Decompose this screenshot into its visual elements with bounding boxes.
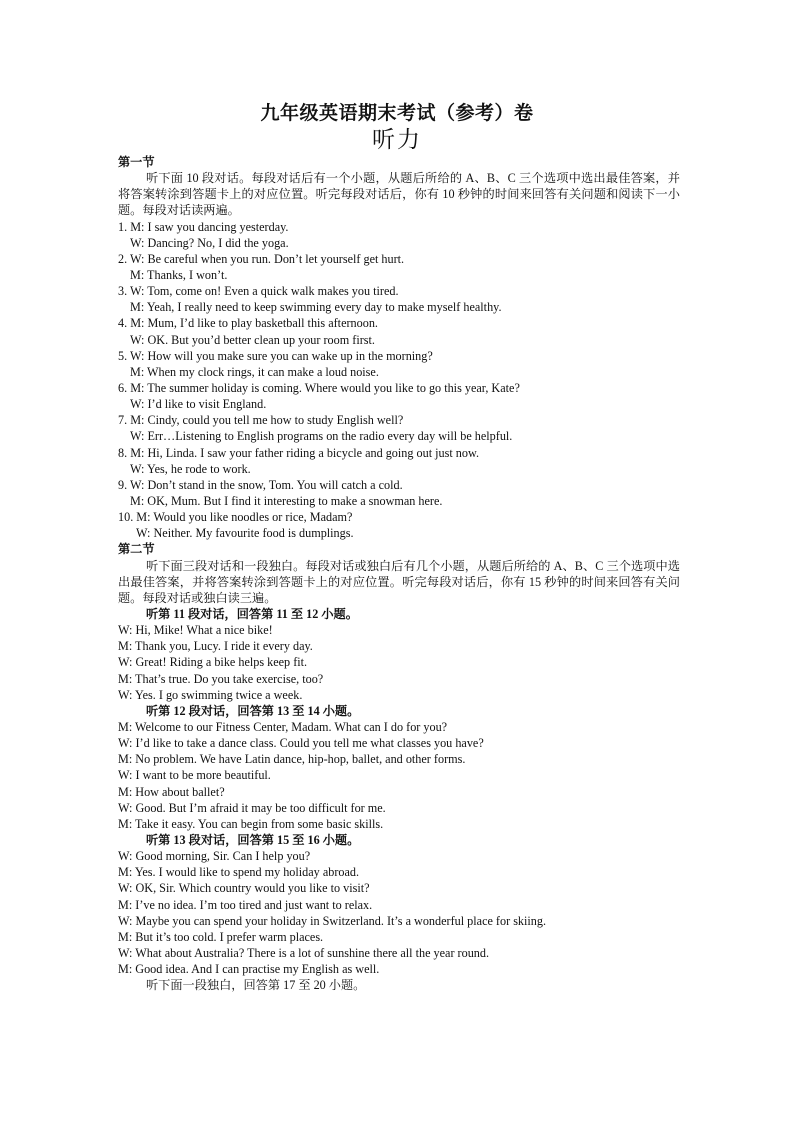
dialogue-line: M: OK, Mum. But I find it interesting to make a snowman here. bbox=[130, 494, 443, 508]
dialogue-line: M: I’ve no idea. I’m too tired and just want to relax. bbox=[118, 897, 373, 912]
dialogue-line: 3. W: Tom, come on! Even a quick walk makes you tired. bbox=[118, 284, 399, 299]
exam-content bbox=[118, 154, 680, 993]
dialogue-line: M: Yes. I would like to spend my holiday abroad. bbox=[118, 865, 360, 880]
dialogue-line: W: Neither. My favourite food is dumplings. bbox=[136, 526, 354, 541]
section1-heading: 第一节 bbox=[118, 155, 155, 169]
dialogue-line: M: How about ballet? bbox=[118, 784, 225, 799]
dialogue-line: 7. M: Cindy, could you tell me how to study English well? bbox=[118, 413, 404, 428]
dialogue-line: W: I’d like to take a dance class. Could you tell me what classes you have? bbox=[118, 736, 484, 751]
section1-instructions: 听下面 10 段对话。每段对话后有一个小题，从题后所给的 A、B、C 三个选项中选出最佳答案，并将答案转涂到答题卡上的对应位置。听完每段对话后，你有 10 秒钟的时间来回答有关问题和阅读下一小题。每段对话读两遍。 bbox=[118, 171, 680, 218]
dialogue-line: M: Take it easy. You can begin from some basic skills. bbox=[118, 816, 384, 831]
dialogue-line: M: Thanks, I won’t. bbox=[130, 268, 228, 283]
dialogue-line: M: When my clock rings, it can make a loud noise. bbox=[130, 364, 379, 379]
dialogue-line: 10. M: Would you like noodles or rice, Madam? bbox=[118, 510, 353, 525]
dialogue-line: M: Thank you, Lucy. I ride it every day. bbox=[118, 639, 313, 654]
dialogue-line: W: Maybe you can spend your holiday in Switzerland. It’s a wonderful place for skiing. bbox=[118, 913, 547, 928]
section2-heading: 第二节 bbox=[118, 542, 155, 557]
dialogue-line: W: I’d like to visit England. bbox=[130, 397, 267, 412]
dialogue-line: W: Yes, he rode to work. bbox=[130, 461, 251, 476]
page-subtitle: 听力 bbox=[372, 127, 422, 152]
dialogue-line: M: Good idea. And I can practise my English as well. bbox=[118, 962, 380, 977]
dialogue-line: W: Great! Riding a bike helps keep fit. bbox=[118, 655, 308, 670]
dialogue-line: M: But it’s too cold. I prefer warm places. bbox=[118, 929, 324, 944]
dialogue-line: M: Welcome to our Fitness Center, Madam. What can I do for you? bbox=[118, 720, 448, 735]
dialogue-line: 4. M: Mum, I’d like to play basketball this afternoon. bbox=[118, 316, 378, 331]
dialogue-line: W: Yes. I go swimming twice a week. bbox=[118, 687, 303, 702]
page-title: 九年级英语期末考试（参考）卷 bbox=[260, 103, 534, 124]
monologue-heading: 听下面一段独白，回答第 17 至 20 小题。 bbox=[146, 978, 366, 993]
dialogue-line: W: Good. But I’m afraid it may be too difficult for me. bbox=[118, 800, 386, 815]
dialogue-12-heading: 听第 12 段对话，回答第 13 至 14 小题。 bbox=[146, 703, 360, 718]
dialogue-line: 8. M: Hi, Linda. I saw your father riding a bicycle and going out just now. bbox=[118, 445, 480, 460]
dialogue-line: M: Yeah, I really need to keep swimming every day to make myself healthy. bbox=[130, 300, 502, 315]
dialogue-line: W: Err…Listening to English programs on the radio every day will be helpful. bbox=[130, 429, 513, 444]
dialogue-line: 9. W: Don’t stand in the snow, Tom. You will catch a cold. bbox=[118, 477, 403, 492]
dialogue-line: W: Dancing? No, I did the yoga. bbox=[130, 235, 289, 250]
dialogue-13-heading: 听第 13 段对话，回答第 15 至 16 小题。 bbox=[146, 833, 360, 847]
dialogue-line: W: OK. But you’d better clean up your room first. bbox=[130, 332, 375, 347]
dialogue-line: 6. M: The summer holiday is coming. Where would you like to go this year, Kate? bbox=[118, 381, 520, 396]
dialogue-line: W: Good morning, Sir. Can I help you? bbox=[118, 849, 311, 864]
dialogue-line: M: That’s true. Do you take exercise, too? bbox=[118, 671, 324, 686]
section2-instructions: 听下面三段对话和一段独白。每段对话或独白后有几个小题，从题后所给的 A、B、C 三个选项中选出最佳答案，并将答案转涂到答题卡上的对应位置。听完每段对话后，你有 15 秒钟的时间来回答有关问题。每段对话或独白读三遍。 bbox=[118, 558, 680, 605]
dialogue-line: 1. M: I saw you dancing yesterday. bbox=[118, 219, 289, 234]
dialogue-line: W: OK, Sir. Which country would you like to visit? bbox=[118, 881, 370, 896]
dialogue-line: 2. W: Be careful when you run. Don’t let yourself get hurt. bbox=[118, 251, 405, 266]
dialogue-line: W: I want to be more beautiful. bbox=[118, 768, 271, 783]
dialogue-line: M: No problem. We have Latin dance, hip-hop, ballet, and other forms. bbox=[118, 752, 466, 767]
dialogue-line: 5. W: How will you make sure you can wake up in the morning? bbox=[118, 348, 433, 363]
dialogue-11-heading: 听第 11 段对话，回答第 11 至 12 小题。 bbox=[146, 607, 358, 622]
dialogue-line: W: What about Australia? There is a lot of sunshine there all the year round. bbox=[118, 945, 490, 960]
dialogue-line: W: Hi, Mike! What a nice bike! bbox=[118, 623, 273, 638]
